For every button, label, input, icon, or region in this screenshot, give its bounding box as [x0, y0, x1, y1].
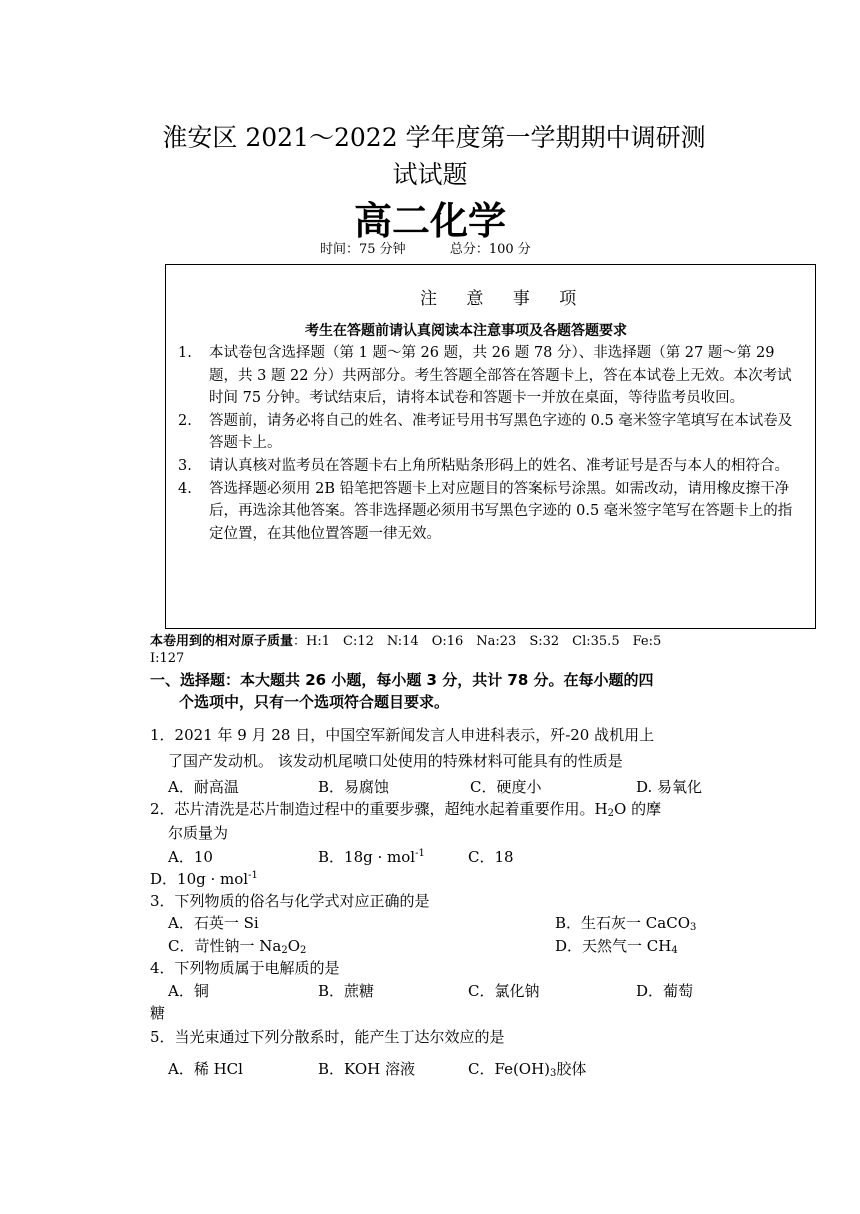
q2-option-d-text: D．10g · mol	[150, 870, 249, 888]
q2-option-a: A．10	[168, 848, 213, 866]
q2-stem-line1	[150, 798, 661, 819]
notice-item-number: 4.	[178, 480, 192, 497]
q3-option-c-text-mid: O	[287, 937, 301, 955]
q3-option-a: A．石英一 Si	[168, 914, 259, 932]
q5-stem: 5．当光束通过下列分散系时，能产生丁达尔效应的是	[150, 1028, 505, 1046]
q2-option-d	[150, 868, 258, 889]
notice-item	[178, 455, 806, 478]
q5-option-c-subscript: 3	[550, 1068, 557, 1079]
q4-option-c: C．氯化钠	[468, 982, 540, 1000]
notice-item-text: 请认真核对监考员在答题卡右上角所粘贴条形码上的姓名、准考证号是否与本人的相符合。	[209, 457, 789, 474]
q4-stem: 4．下列物质属于电解质的是	[150, 959, 340, 977]
q1-option-b: B．易腐蚀	[318, 778, 390, 796]
atomic-masses-line2: I:127	[150, 651, 185, 666]
notice-item-text: 答选择题必须用 2B 铅笔把答题卡上对应题目的答案标号涂黑。如需改动，请用橡皮擦干净后，再选涂其他答案。答非选择题必须用书写黑色字迹的 0.5 毫米签字笔写在答题卡上的指定位置，在其他位置答题一律无效。	[209, 480, 793, 542]
q2-stem-text-end: O 的摩	[614, 800, 662, 818]
q5-option-c-text-end: 胶体	[556, 1060, 587, 1078]
notice-item-number: 2.	[178, 412, 192, 429]
q3-option-b-subscript: 3	[690, 922, 697, 933]
q2-option-b	[318, 846, 425, 867]
exam-title-line2: 试试题	[392, 160, 468, 189]
q3-option-c-subscript-1: 2	[281, 945, 288, 956]
q5-option-c	[468, 1058, 586, 1079]
section-heading-line2: 个选项中，只有一个选项符合题目要求。	[179, 693, 450, 711]
atomic-masses-line1	[150, 630, 661, 649]
q1-option-c: C．硬度小	[470, 778, 542, 796]
atomic-masses-label: 本卷用到的相对原子质量	[150, 634, 294, 649]
q2-subscript: 2	[607, 808, 615, 819]
atomic-masses-values: ：H:1 C:12 N:14 O:16 Na:23 S:32 Cl:35.5 Fe:5	[293, 634, 662, 649]
notice-item-text: 答题前，请务必将自己的姓名、准考证号用书写黑色字迹的 0.5 毫米签字笔填写在本试卷及答题卡上。	[209, 412, 793, 452]
q4-option-b: B．蔗糖	[318, 982, 375, 1000]
q5-option-b: B．KOH 溶液	[318, 1060, 415, 1078]
q2-stem-text: 2．芯片清洗是芯片制造过程中的重要步骤，超纯水起着重要作用。H	[150, 800, 608, 818]
section-heading-line1: 一、选择题：本大题共 26 小题，每小题 3 分，共计 78 分。在每小题的四	[150, 671, 654, 689]
exam-title-line1: 淮安区 2021～2022 学年度第一学期期中调研测	[162, 123, 706, 152]
notice-item-number: 3.	[178, 457, 192, 474]
q2-stem-line2: 尔质量为	[168, 824, 229, 842]
q2-option-b-text: B．18g · mol	[318, 848, 416, 866]
q2-option-c: C．18	[468, 848, 514, 866]
q3-option-d-text: D．天然气一 CH	[555, 937, 672, 955]
notice-title: 注 意 事 项	[420, 289, 589, 309]
q3-option-c-text: C．苛性钠一 Na	[168, 937, 282, 955]
section-heading	[150, 669, 730, 713]
q2-option-b-superscript: -1	[415, 848, 425, 859]
exam-meta	[320, 238, 531, 257]
q3-option-c	[168, 935, 306, 956]
q1-option-d: D. 易氧化	[636, 778, 703, 796]
q4-option-a: A．铜	[168, 982, 209, 1000]
q3-option-b-text: B．生石灰一 CaCO	[555, 914, 690, 932]
q5-option-c-text: C．Fe(OH)	[468, 1060, 551, 1078]
q3-option-d-subscript: 4	[671, 945, 678, 956]
notice-item	[178, 342, 806, 410]
q5-option-a: A．稀 HCl	[168, 1060, 243, 1078]
notice-item-number: 1.	[178, 345, 192, 361]
notice-list	[178, 342, 806, 545]
q3-stem: 3．下列物质的俗名与化学式对应正确的是	[150, 892, 430, 910]
q1-stem-line1: 1．2021 年 9 月 28 日，中国空军新闻发言人申进科表示，歼-20 战机用上	[150, 726, 655, 744]
notice-item	[178, 410, 806, 455]
exam-total-score: 总分：100 分	[449, 242, 531, 257]
notice-item	[178, 478, 806, 546]
notice-item-text: 本试卷包含选择题（第 1 题～第 26 题，共 26 题 78 分）、非选择题（第 27 题～第 29 题，共 3 题 22 分）共两部分。考生答题全部答在答题卡上，答在本试卷上无效。本次考试时间 75 分钟。考试结束后，请将本试卷和答题卡一并放在桌面，等待监考员收回。	[209, 345, 792, 407]
exam-time: 时间：75 分钟	[320, 242, 406, 257]
q4-option-d: D．葡萄	[636, 982, 694, 1000]
q1-option-a: A．耐高温	[168, 778, 239, 796]
subject-title: 高二化学	[353, 199, 506, 243]
q3-option-d	[555, 935, 678, 956]
q1-stem-line2: 了国产发动机。 该发动机尾喷口处使用的特殊材料可能具有的性质是	[168, 752, 623, 770]
q2-option-d-superscript: -1	[248, 870, 258, 881]
q4-option-d-wrap: 糖	[150, 1004, 166, 1022]
q3-option-c-subscript-2: 2	[300, 945, 307, 956]
q3-option-b	[555, 912, 696, 933]
notice-subtitle: 考生在答题前请认真阅读本注意事项及各题答题要求	[305, 323, 627, 339]
